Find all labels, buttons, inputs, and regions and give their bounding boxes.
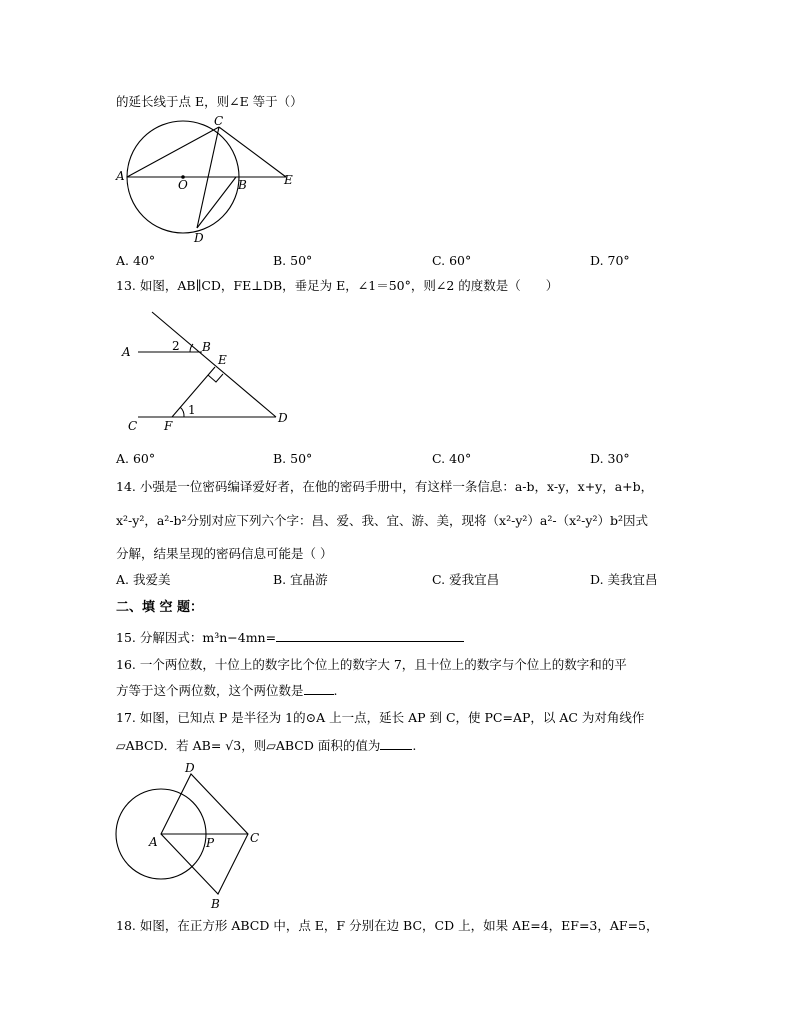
q17-label-B: B [211, 897, 220, 911]
q12-label-A: A [116, 169, 125, 183]
q17-answer-blank[interactable] [380, 749, 412, 750]
q16-line-2 [116, 683, 338, 699]
q15-text: 15. 分解因式：m³n−4mn= [116, 630, 277, 645]
q13-label-E: E [218, 353, 227, 367]
q13-option-a: A. 60° [116, 451, 156, 466]
q12-label-O: O [178, 178, 188, 192]
q17-label-D: D [185, 761, 195, 775]
q16-answer-blank[interactable] [304, 694, 334, 695]
q13-line-transversal [152, 312, 276, 417]
q13-label-D: D [278, 411, 288, 425]
q15-answer-blank[interactable] [276, 641, 464, 642]
q12-line-CE [219, 127, 286, 177]
q12-label-D: D [194, 231, 204, 245]
q17-label-C: C [250, 831, 260, 845]
q15-line [116, 630, 464, 646]
q14-option-a: A. 我爱美 [116, 572, 171, 587]
q13-label-2: 2 [172, 339, 180, 353]
q13-angle-1-arc [180, 407, 184, 417]
q12-label-C: C [214, 114, 224, 128]
q13-label-C: C [128, 419, 138, 433]
q13-option-c: C. 40° [432, 451, 472, 466]
q17-period: . [412, 738, 417, 753]
q12-line-AC [127, 127, 219, 177]
q12-option-c: C. 60° [432, 253, 472, 268]
q12-option-b: B. 50° [273, 253, 313, 268]
q12-circle-figure [116, 114, 298, 246]
q17-label-A: A [149, 835, 158, 849]
q13-label-A: A [122, 345, 131, 359]
q17-sqrt3: √3 [225, 738, 242, 753]
q14-option-b: B. 宜晶游 [273, 572, 328, 587]
q12-stem-tail: 的延长线于点 E，则∠E 等于（） [116, 94, 303, 109]
q16-line-1: 16. 一个两位数，十位上的数字比个位上的数字大 7，且十位上的数字与个位上的数字和的平 [116, 657, 627, 672]
q12-label-E: E [284, 173, 293, 187]
q14-option-d: D. 美我宜昌 [590, 572, 658, 587]
q17-line-2 [116, 738, 416, 754]
q17-line-2-b: ，则▱ABCD 面积的值为 [241, 738, 381, 753]
q12-label-B: B [238, 178, 247, 192]
q13-label-F: F [164, 419, 173, 433]
q16-line-2-text: 方等于这个两位数，这个两位数是 [116, 683, 304, 698]
q13-option-b: B. 50° [273, 451, 313, 466]
q18-line-1: 18. 如图，在正方形 ABCD 中，点 E，F 分别在边 BC，CD 上，如果 AE=4，EF=3，AF=5， [116, 918, 659, 933]
q14-line-2: x²-y²，a²-b²分别对应下列六个字：昌、爱、我、宜、游、美，现将（x²-y²）a²-（x²-y²）b²因式 [116, 513, 648, 528]
q17-label-P: P [206, 836, 215, 850]
q17-parallelogram-figure [116, 761, 276, 912]
q16-period: . [333, 683, 338, 698]
q13-right-angle-mark [208, 374, 223, 382]
section-2-heading: 二、填 空 题： [116, 600, 204, 615]
q12-option-d: D. 70° [590, 253, 630, 268]
q13-label-B: B [202, 340, 211, 354]
q14-line-1: 14. 小强是一位密码编译爱好者，在他的密码手册中，有这样一条信息：a-b，x-y，x+y，a+b， [116, 479, 654, 494]
q17-line-1: 17. 如图，已知点 P 是半径为 1的⊙A 上一点，延长 AP 到 C，使 PC=AP，以 AC 为对角线作 [116, 710, 645, 725]
q14-line-3: 分解，结果呈现的密码信息可能是（ ） [116, 546, 333, 561]
q13-label-1: 1 [188, 403, 196, 417]
q14-option-c: C. 爱我宜昌 [432, 572, 500, 587]
q13-parallel-figure [118, 306, 298, 434]
q12-option-a: A. 40° [116, 253, 156, 268]
q17-line-2-a: ▱ABCD．若 AB= [116, 738, 222, 753]
q13-stem: 13. 如图，AB∥CD，FE⊥DB，垂足为 E，∠1＝50°，则∠2 的度数是（ ） [116, 278, 559, 293]
q13-option-d: D. 30° [590, 451, 630, 466]
